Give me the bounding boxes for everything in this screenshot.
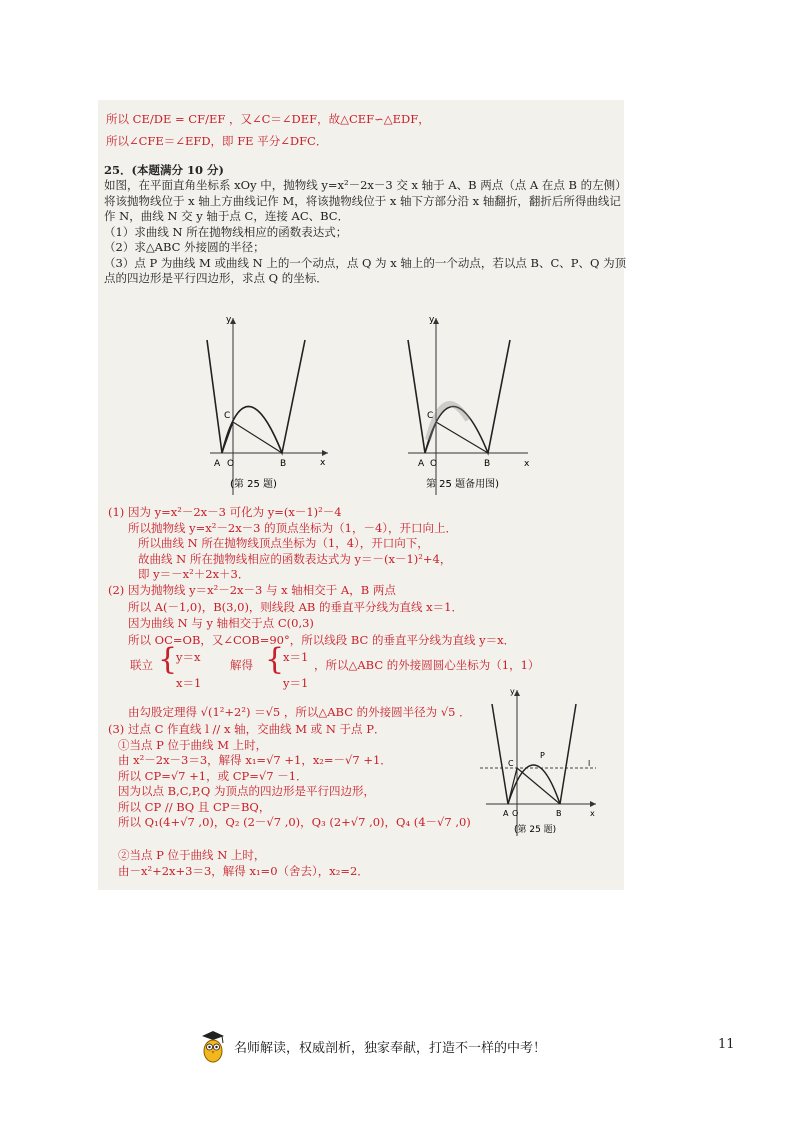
fig2-caption: 第 25 题备用图) — [426, 479, 499, 490]
solution-part2-line-4: 所以 OC=OB，又∠COB=90°，所以线段 BC 的垂直平分线为直线 y＝x． — [128, 632, 516, 647]
top-line-2: 所以∠CFE＝∠EFD，即 FE 平分∠DFC． — [106, 134, 328, 148]
solution-part2-line-3: 因为曲线 N 与 y 轴相交于点 C(0,3) — [128, 616, 314, 630]
solution-part1-line-3: 所以曲线 N 所在抛物线顶点坐标为（1，4），开口向下， — [138, 536, 429, 550]
problem-line-1: 如图，在平面直角坐标系 xOy 中，抛物线 y=x²－2x－3 交 x 轴于 A、B 两点（点 A 在点 B 的左侧） — [104, 178, 627, 192]
solution-part4-line-2: 由－x²+2x+3＝3，解得 x₁=0（舍去），x₂=2． — [118, 864, 369, 878]
fig3-b-label: B — [556, 809, 562, 818]
fig1-b-label: B — [280, 459, 287, 469]
solution-part3-line-5: 因为以点 B,C,P,Q 为顶点的四边形是平行四边形， — [118, 784, 375, 798]
figure-1 — [200, 310, 330, 500]
solution-part4-line-1: ②当点 P 位于曲线 N 上时， — [118, 848, 266, 862]
solution-part3-line-6: 所以 CP // BQ 且 CP＝BQ， — [118, 799, 271, 814]
solution-part3-line-2: ①当点 P 位于曲线 M 上时， — [118, 737, 268, 752]
fig2-b-label: B — [484, 459, 491, 469]
solution-part1-line-4: 故曲线 N 所在抛物线相应的函数表达式为 y＝－(x－1)²+4， — [138, 551, 452, 566]
mascot-owl-icon — [198, 1028, 228, 1064]
system-eq1b: x＝1 — [176, 676, 202, 690]
system-lead: 联立 — [130, 658, 153, 672]
fig3-a-label: A — [503, 809, 509, 818]
problem-line-7: 点的四边形是平行四边形，求点 Q 的坐标． — [104, 271, 328, 285]
system-brace-1: { — [158, 642, 178, 677]
figure-2 — [398, 310, 538, 500]
solution-part2-line-1: (2) 因为抛物线 y＝x²－2x－3 与 x 轴相交于 A，B 两点 — [108, 583, 396, 597]
fig1-y-label: y — [226, 315, 232, 325]
fig3-o-label: O — [512, 809, 519, 818]
solution-part3-line-1: (3) 过点 C 作直线 l // x 轴，交曲线 M 或 N 于点 P． — [108, 722, 386, 736]
solution-part3-line-7: 所以 Q₁(4+√7 ,0)，Q₂ (2－√7 ,0)，Q₃ (2+√7 ,0)，Q₄ (4－√7 ,0) — [118, 815, 471, 829]
solution-part1-line-5: 即 y＝－x²＋2x＋3． — [138, 567, 250, 581]
fig3-y-label: y — [510, 687, 515, 696]
problem-line-5: （2）求△ABC 外接圆的半径； — [104, 240, 265, 254]
solution-part3-line-4: 所以 CP=√7 +1，或 CP=√7 －1． — [118, 768, 308, 783]
fig2-a-label: A — [418, 459, 425, 469]
solution-part1-line-1: (1) 因为 y=x²－2x－3 可化为 y=(x－1)²－4 — [108, 505, 342, 519]
fig2-x-label: x — [524, 459, 530, 469]
radius-line: 由勾股定理得 √(1²+2²) ＝√5 ，所以△ABC 的外接圆半径为 √5 ． — [128, 705, 471, 719]
fig1-c-label: C — [224, 411, 231, 421]
system-eq1a: y＝x — [176, 650, 201, 664]
system-result: ，所以△ABC 的外接圆圆心坐标为（1，1） — [314, 658, 540, 672]
solution-part3-line-3: 由 x²－2x－3＝3，解得 x₁=√7 +1，x₂=－√7 +1． — [118, 753, 392, 767]
fig1-o-label: O — [227, 459, 235, 469]
problem-line-6: （3）点 P 为曲线 M 或曲线 N 上的一个动点，点 Q 为 x 轴上的一个动点，若以点 B、C、P、Q 为顶 — [104, 255, 627, 270]
fig2-y-label: y — [429, 315, 435, 325]
system-solve: 解得 — [230, 658, 253, 672]
fig3-l-label: l — [588, 759, 591, 768]
fig3-p-label: P — [540, 751, 545, 760]
fig3-c-label: C — [508, 759, 514, 768]
fig3-caption: (第 25 题) — [514, 825, 557, 835]
page-number: 11 — [718, 1037, 735, 1052]
problem-line-3: 作 N，曲线 N 交 y 轴于点 C，连接 AC、BC． — [104, 209, 350, 223]
solution-part1-line-2: 所以抛物线 y=x²－2x－3 的顶点坐标为（1，－4），开口向上． — [128, 520, 458, 535]
figure-3 — [478, 686, 610, 842]
problem-line-4: （1）求曲线 N 所在抛物线相应的函数表达式； — [104, 224, 348, 239]
problem-line-2: 将该抛物线位于 x 轴上方曲线记作 M，将该抛物线位于 x 轴下方部分沿 x 轴翻折，翻折后所得曲线记 — [104, 193, 621, 208]
fig1-x-label: x — [320, 458, 326, 468]
fig3-x-label: x — [590, 809, 595, 818]
top-line-1: 所以 CE/DE = CF/EF ，又∠C＝∠DEF，故△CEF∽△EDF， — [106, 112, 430, 126]
system-eq2b: y＝1 — [283, 676, 309, 690]
problem-heading: 25．(本题满分 10 分) — [104, 163, 224, 177]
fig2-o-label: O — [430, 459, 438, 469]
footer-slogan: 名师解读，权威剖析，独家奉献，打造不一样的中考！ — [234, 1041, 547, 1056]
fig2-c-label: C — [427, 411, 434, 421]
system-eq2a: x＝1 — [283, 650, 309, 664]
fig1-caption: (第 25 题) — [230, 479, 277, 490]
fig1-a-label: A — [214, 459, 221, 469]
solution-part2-line-2: 所以 A(－1,0)，B(3,0)，则线段 AB 的垂直平分线为直线 x＝1． — [128, 599, 463, 614]
system-brace-2: { — [265, 642, 285, 677]
page-footer — [198, 1028, 738, 1064]
